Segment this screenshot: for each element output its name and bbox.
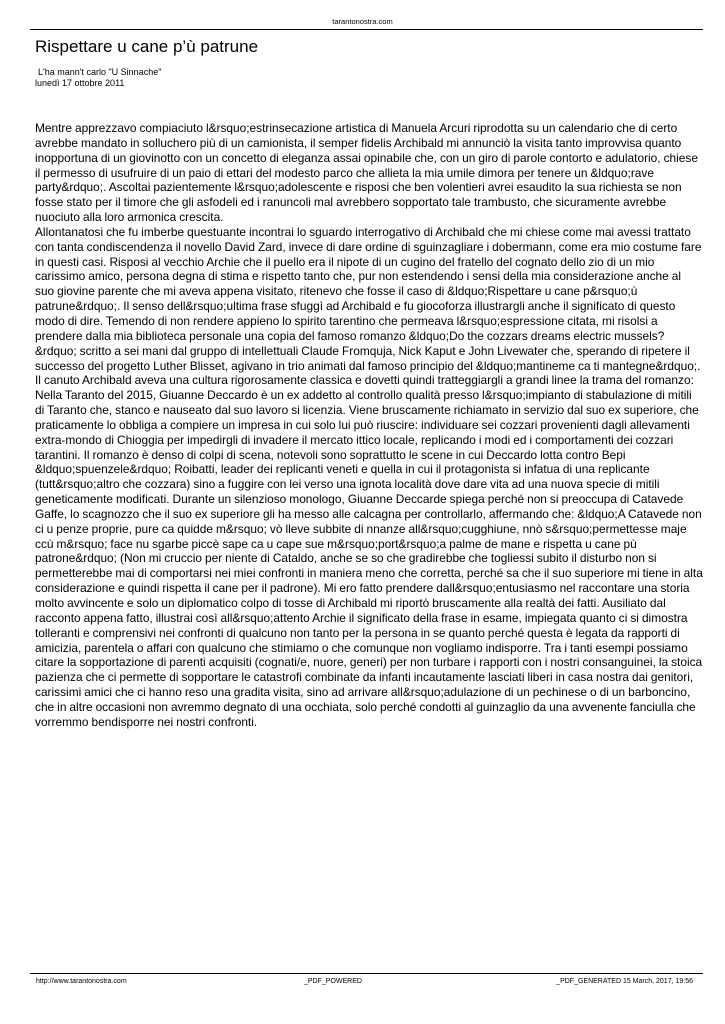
article-meta	[35, 67, 161, 89]
article-author: L'ha mann't carlo "U Sinnache"	[38, 67, 162, 77]
header-divider	[30, 29, 703, 30]
footer-url-link[interactable]	[36, 977, 127, 986]
footer-divider	[30, 973, 703, 974]
article-title: Rispettare u cane p’ù patrune	[35, 37, 259, 56]
article-date: lunedì 17 ottobre 2011	[35, 78, 125, 88]
footer-generated: _PDF_GENERATED 15 March, 2017, 19:56	[556, 978, 693, 985]
header-site-name: tarantonostra.com	[332, 17, 393, 26]
footer-url[interactable]: http://www.tarantonostra.com	[36, 978, 127, 985]
article-body: Mentre apprezzavo compiaciuto l&rsquo;estrinsecazione artistica di Manuela Arcuri riprodotta su un calendario che di certo avrebbe mandato in solluchero più di un camionista, il semper fidelis Archibald mi annunciò la visita tanto improvvisa quanto inopportuna di un giovinotto con un concetto di eleganza assai opinabile che, con un giro di parole contorto e adulatorio, chiese il permesso di usufruire di un paio di ettari del modesto parco che allieta la mia umile dimora per tenere un &ldquo;rave party&rdquo;. Ascoltai pazientemente l&rsquo;adolescente e risposi che ben volentieri avrei esaudito la sua richiesta se non fosse stato per il timore che gli asfodeli ed i ranuncoli mal avrebbero sopportato tale trambusto, che sicuramente avrebbe nuociuto alla loro armonica crescita. Allontanatosi che fu imberbe questuante incontrai lo sguardo interrogativo di Archibald che mi chiese come mai avessi trattato con tanta condiscendenza il novello David Zard, invece di dare ordine di sguinzagliare i dobermann, come era mio costume fare in questi casi. Risposi al vecchio Archie che il puello era il nipote di un cugino del fratello del cognato dello zio di un mio carissimo amico, persona degna di stima e rispetto tanto che, pur non estendendo i sensi della mia considerazione anche al suo giovine parente che mi aveva appena visitato, ritenevo che fosse il caso di &ldquo;Rispettare u cane p&rsquo;ù patrune&rdquo;. Il senso dell&rsquo;ultima frase sfuggì ad Archibald e fu giocoforza illustrargli anche il significato di questo modo di dire. Temendo di non rendere appieno lo spirito tarentino che permeava l&rsquo;espressione citata, mi risolsi a prendere dalla mia biblioteca personale una copia del famoso romanzo &ldquo;Do the cozzars dreams electric mussels?&rdquo; scritto a sei mani dal gruppo di intellettuali Claude Fromquja, Nick Kaput e John Livewater che, sperando di ripetere il successo del progetto Luther Blisset, agivano in trio animati dal famoso principio del &ldquo;mantineme ca ti mantegne&rdquo;. Il canuto Archibald aveva una cultura rigorosamente classica e dovetti quindi tratteggiargli a grandi linee la trama del romanzo: Nella Taranto del 2015, Giuanne Deccardo è un ex addetto al controllo qualità presso l&rsquo;impianto di stabulazione di mitili di Taranto che, stanco e nauseato dal suo lavoro si licenzia. Viene bruscamente richiamato in servizio dal suo ex superiore, che praticamente lo obbliga a compiere un impresa in cui solo lui può riuscire: individuare sei cozzari provenienti dagli allevamenti extra-mondo di Chioggia per impedirgli di invadere il mercato ittico locale, replicando i modi ed i comportamenti dei cozzari tarantini. Il romanzo è denso di colpi di scena, notevoli sono soprattutto le scene in cui Deccardo lotta contro Bepi &ldquo;spuenzele&rdquo; Roibatti, leader dei replicanti veneti e quella in cui il protagonista si infatua di una replicante (tutt&rsquo;altro che cozzara) sino a fuggire con lei verso una ignota località dove dare vita ad una nuova specie di mitili geneticamente modificati. Durante un silenzioso monologo, Giuanne Deccarde spiega perché non si preoccupa di Catavede Gaffe, lo scagnozzo che il suo ex superiore gli ha messo alle calcagna per controllarlo, affermando che: &ldquo;A Catavede non ci u penze proprie, pure ca quidde m&rsquo; vò lleve subbite di nnanze all&rsquo;cugghiune, nnò s&rsquo;permettesse maje ccù m&rsquo; face nu sgarbe piccè sape ca u cape sue m&rsquo;port&rsquo;a palme de mane e rispetta u cane pù patrone&rdquo; (Non mi cruccio per niente di Cataldo, anche se so che gradirebbe che togliessi subito il disturbo non si permetterebbe mai di comportarsi nei miei confronti in maniera meno che corretta, perché sa che il suo superiore mi tiene in alta considerazione e quindi rispetta il cane per il padrone). Mi ero fatto prendere dall&rsquo;entusiasmo nel raccontare una storia molto avvincente e solo un diplomatico colpo di tosse di Archibald mi riportò bruscamente alla realtà dei fatti. Ausiliato dal racconto appena fatto, illustrai così all&rsquo;attento Archie il significato della frase in esame, impiegata quanto ci si dimostra tolleranti e comprensivi nei confronti di qualcuno non tanto per la persona in se quanto perché questa è legata da rapporti di amicizia, parentela o affari con qualcuno che stimiamo o che comunque non vogliamo indisporre. Tra i tanti esempi possiamo citare la sopportazione di parenti acquisiti (cognati/e, nuore, generi) per non turbare i rapporti con i nostri consanguinei, la stoica pazienza che ci permette di sopportare le catastrofi combinate da infanti incautamente lasciati liberi in casa nostra dai genitori, carissimi amici che ci hanno reso una gradita visita, sino ad arrivare all&rsquo;adulazione di un pechinese o di un barboncino, che in altre occasioni non avremmo degnato di una occhiata, solo perché condotti al guinzaglio da una avvenente fanciulla che vorremmo bendisporre nei nostri confronti.	[35, 121, 703, 729]
footer-powered: _PDF_POWERED	[304, 978, 362, 985]
